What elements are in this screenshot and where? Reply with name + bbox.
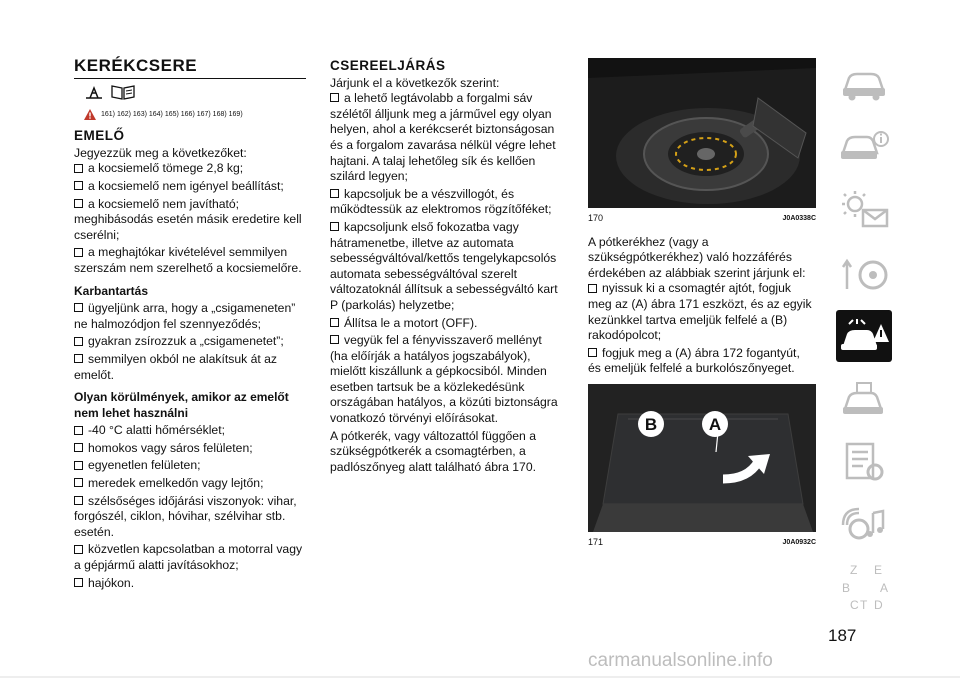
- list-item: Állítsa le a motort (OFF).: [330, 316, 562, 332]
- index-letter: T: [860, 598, 868, 612]
- multimedia-icon: [839, 503, 889, 547]
- watermark-tld: .info: [736, 650, 773, 671]
- index-letter: E: [874, 563, 883, 577]
- paragraph: A pótkerékhez (vagy a szükségpótkerékhez) való hozzáférés érdekében az alábbiak szerint járjunk el:: [588, 234, 806, 280]
- figure-number: 170: [588, 213, 604, 223]
- list-item: vegyük fel a fényvisszaverő mellényt (ha előírják a hatályos jogszabályok), mielőtt kiszállunk a gépkocsiból. Minden esetben tartsuk be a közlekedésünk országában hatályos, a közúti biztonságra vonatkozó törvényi előírásokat.: [330, 333, 562, 427]
- watermark: [588, 650, 773, 672]
- sidebar-item-lights-messages[interactable]: [836, 184, 892, 236]
- list-item: szélsőséges időjárási viszonyok: vihar, forgószél, ciklon, hóvihar, szélvihar stb. esetén.: [74, 494, 306, 541]
- symbol-row: [84, 83, 306, 101]
- alphabet-index-icon: [836, 562, 892, 614]
- list-item: -40 °C alatti hőmérséklet;: [74, 423, 306, 439]
- spare-wheel-illustration: [588, 58, 816, 208]
- list-item: fogjuk meg a (A) ábra 172 fogantyút, és emeljük felfelé a burkolószőnyeget.: [588, 346, 816, 377]
- page-number: 187: [828, 626, 857, 645]
- list-item: ügyeljünk arra, hogy a „csigameneten” ne halmozódjon fel szennyeződés;: [74, 301, 306, 332]
- list-item: a lehető legtávolabb a forgalmi sáv szélétől álljunk meg a járművel egy olyan helyen, ahol a kerékcserét biztonságosan és a forgalom zavarása nélkül végre lehet hajtani. A talaj lehetőleg sík és kellően szilárd legyen;: [330, 91, 562, 185]
- warning-refs-text: 161) 162) 163) 164) 165) 166) 167) 168) 169): [101, 110, 243, 118]
- column-1: [74, 50, 306, 593]
- list-item: kapcsoljunk első fokozatba vagy hátramenetbe, illetve az automata sebességváltóval/kettős tengelykapcsolós automata sebességváltóval szerelt változatoknál állítsuk a sebességváltó kart P (parkolás) helyzetbe;: [330, 220, 562, 314]
- index-letter: B: [842, 581, 851, 595]
- list-item: a kocsiemelő nem javítható; meghibásodás esetén másik eredetire kell cserélni;: [74, 197, 306, 244]
- sidebar-item-safety[interactable]: [836, 247, 892, 299]
- list-item: a kocsiemelő nem igényel beállítást;: [74, 179, 306, 195]
- figure-171-caption: [588, 535, 816, 551]
- index-letter: A: [880, 581, 889, 595]
- index-letter: D: [874, 598, 883, 612]
- list-item: meredek emelkedőn vagy lejtőn;: [74, 476, 306, 492]
- column-3: [588, 58, 816, 559]
- sidebar-item-car-overview[interactable]: [836, 58, 892, 110]
- figure-code: J0A0932C: [782, 538, 816, 546]
- chapter-sidebar: [836, 58, 898, 625]
- trunk-illustration: [588, 384, 816, 532]
- list-item: gyakran zsírozzuk a „csigamenetet”;: [74, 334, 306, 350]
- figure-code: J0A0338C: [782, 215, 816, 222]
- jack-icon: [84, 84, 104, 100]
- list-item: nyissuk ki a csomagtér ajtót, fogjuk meg az (A) ábra 171 eszközt, és az egyik kezünkkel tartva emeljük felfelé a (B) rakodópolcot;: [588, 281, 816, 343]
- list-item: a meghajtókar kivételével semmilyen szerszám nem szerelhető a kocsiemelőre.: [74, 245, 306, 276]
- section-heading-karbantartas: Karbantartás: [74, 283, 149, 298]
- maintenance-icon: [839, 379, 889, 419]
- watermark-main: carmanualsonline: [588, 650, 737, 671]
- section-heading-emelo: EMELŐ: [74, 128, 125, 144]
- list-item: hajókon.: [74, 576, 306, 592]
- sidebar-item-car-info[interactable]: [836, 121, 892, 173]
- page-title: KERÉKCSERE: [74, 58, 306, 79]
- car-icon: [839, 66, 889, 102]
- list-item: kapcsoljuk be a vészvillogót, és működtessük az elektromos rögzítőféket;: [330, 187, 562, 218]
- section-heading-conditions: Olyan körülmények, amikor az emelőt nem lehet használni: [74, 390, 289, 420]
- figure-number: 171: [588, 536, 604, 547]
- sidebar-item-emergency[interactable]: [836, 310, 892, 362]
- intro-text: Jegyezzük meg a következőket:: [74, 145, 247, 160]
- warning-triangle-icon: [84, 109, 96, 120]
- sidebar-item-multimedia[interactable]: [836, 499, 892, 551]
- figure-170-caption: [588, 211, 816, 227]
- footer-line: [0, 676, 960, 678]
- sidebar-item-index[interactable]: [836, 562, 892, 614]
- label-a: A: [708, 414, 722, 434]
- list-item: homokos vagy sáros felületen;: [74, 441, 306, 457]
- figure-170-spare-wheel: [588, 58, 816, 208]
- list-item: közvetlen kapcsolatban a motorral vagy a gépjármű alatti javításokhoz;: [74, 542, 306, 573]
- figure-171-trunk: [588, 384, 816, 532]
- manual-book-icon: [110, 83, 136, 101]
- list-item: a kocsiemelő tömege 2,8 kg;: [74, 161, 306, 177]
- checklist-gear-icon: [839, 440, 889, 484]
- car-breakdown-icon: [839, 316, 889, 356]
- index-letter: C: [850, 598, 859, 612]
- list-item: egyenetlen felületen;: [74, 458, 306, 474]
- list-item: semmilyen okból ne alakítsuk át az emelőt.: [74, 352, 306, 383]
- label-b: B: [644, 414, 658, 434]
- car-info-icon: [839, 129, 889, 165]
- paragraph: A pótkerék, vagy változattól függően a szükségpótkerék a csomagtérben, a padlószőnyeg alatt található ábra 170.: [330, 428, 536, 474]
- section-heading-procedure: CSEREELJÁRÁS: [330, 58, 446, 73]
- lights-message-icon: [839, 188, 889, 232]
- safety-wheel-icon: [839, 251, 889, 295]
- index-letter: Z: [850, 563, 858, 577]
- intro-text: Járjunk el a következők szerint:: [330, 75, 500, 90]
- sidebar-item-maintenance[interactable]: [836, 373, 892, 425]
- column-2: [330, 50, 562, 475]
- warning-references: [84, 107, 306, 123]
- sidebar-item-technical-data[interactable]: [836, 436, 892, 488]
